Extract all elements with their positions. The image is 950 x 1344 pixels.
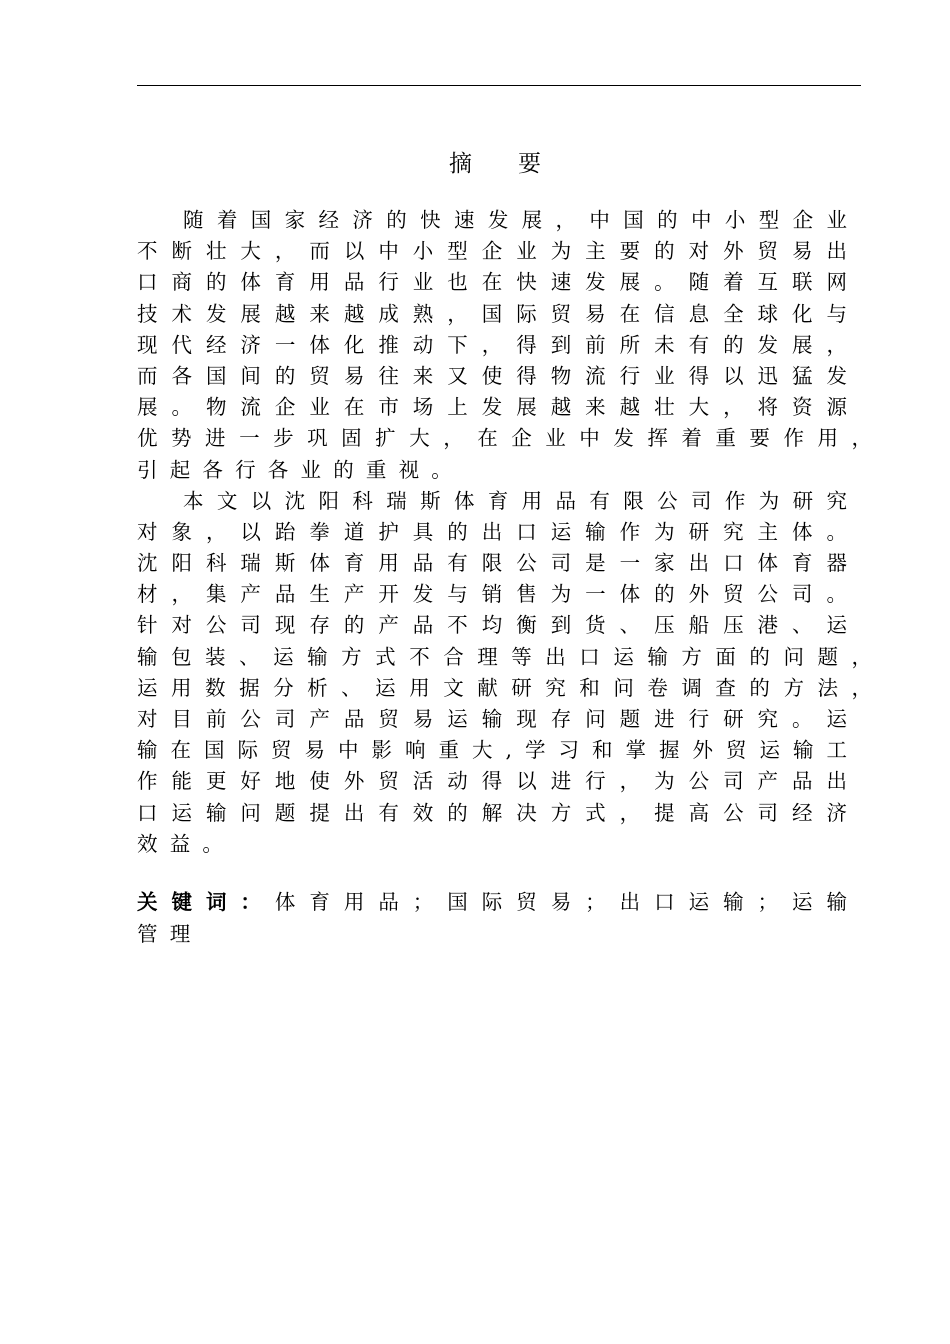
abstract-title-part1: 摘	[449, 151, 472, 177]
abstract-body	[137, 205, 877, 860]
keywords-label: 关键词：	[137, 890, 275, 914]
paragraph-line: 针对公司现存的产品不均衡到货、压船压港、运	[137, 613, 847, 638]
paragraph-line: 不断壮大，而以中小型企业为主要的对外贸易出	[137, 239, 847, 264]
paragraph-line: 运用数据分析、运用文献研究和问卷调查的方法，	[137, 675, 872, 700]
paragraph-line: 效益。	[137, 831, 236, 856]
paragraph-line: 口运输问题提出有效的解决方式，提高公司经济	[137, 800, 847, 825]
abstract-paragraph-2	[137, 486, 877, 860]
paragraph-line: 而各国间的贸易往来又使得物流行业得以迅猛发	[137, 363, 847, 388]
keywords-terms: 体育用品；国际贸易；出口运输；运输	[274, 890, 848, 914]
paragraph-line: 输在国际贸易中影响重大,学习和掌握外贸运输工	[137, 738, 847, 763]
header-rule	[137, 85, 861, 86]
keywords-line-1	[137, 886, 847, 918]
paragraph-line: 输包装、运输方式不合理等出口运输方面的问题，	[137, 644, 872, 669]
paragraph-line: 口商的体育用品行业也在快速发展。随着互联网	[137, 270, 847, 295]
abstract-paragraph-1	[137, 205, 877, 486]
paragraph-line: 引起各行各业的重视。	[137, 457, 464, 482]
paragraph-line: 作能更好地使外贸活动得以进行，为公司产品出	[137, 769, 847, 794]
abstract-title	[0, 146, 950, 182]
keywords-section	[137, 886, 877, 950]
paragraph-line: 现代经济一体化推动下，得到前所未有的发展，	[137, 332, 847, 357]
abstract-title-part2: 要	[518, 151, 541, 177]
paragraph-line: 对象，以跆拳道护具的出口运输作为研究主体。	[137, 519, 847, 544]
paragraph-line: 本文以沈阳科瑞斯体育用品有限公司作为研究	[183, 488, 847, 513]
keywords-line-2: 管理	[137, 922, 203, 946]
paragraph-line: 对目前公司产品贸易运输现存问题进行研究。运	[137, 707, 847, 731]
paragraph-line: 沈阳科瑞斯体育用品有限公司是一家出口体育器	[137, 551, 847, 576]
paragraph-line: 随着国家经济的快速发展，中国的中小型企业	[183, 208, 847, 232]
paragraph-line: 优势进一步巩固扩大，在企业中发挥着重要作用，	[137, 426, 872, 451]
paragraph-line: 材，集产品生产开发与销售为一体的外贸公司。	[137, 582, 847, 607]
paragraph-line: 技术发展越来越成熟，国际贸易在信息全球化与	[137, 301, 847, 326]
paragraph-line: 展。物流企业在市场上发展越来越壮大，将资源	[137, 395, 847, 420]
